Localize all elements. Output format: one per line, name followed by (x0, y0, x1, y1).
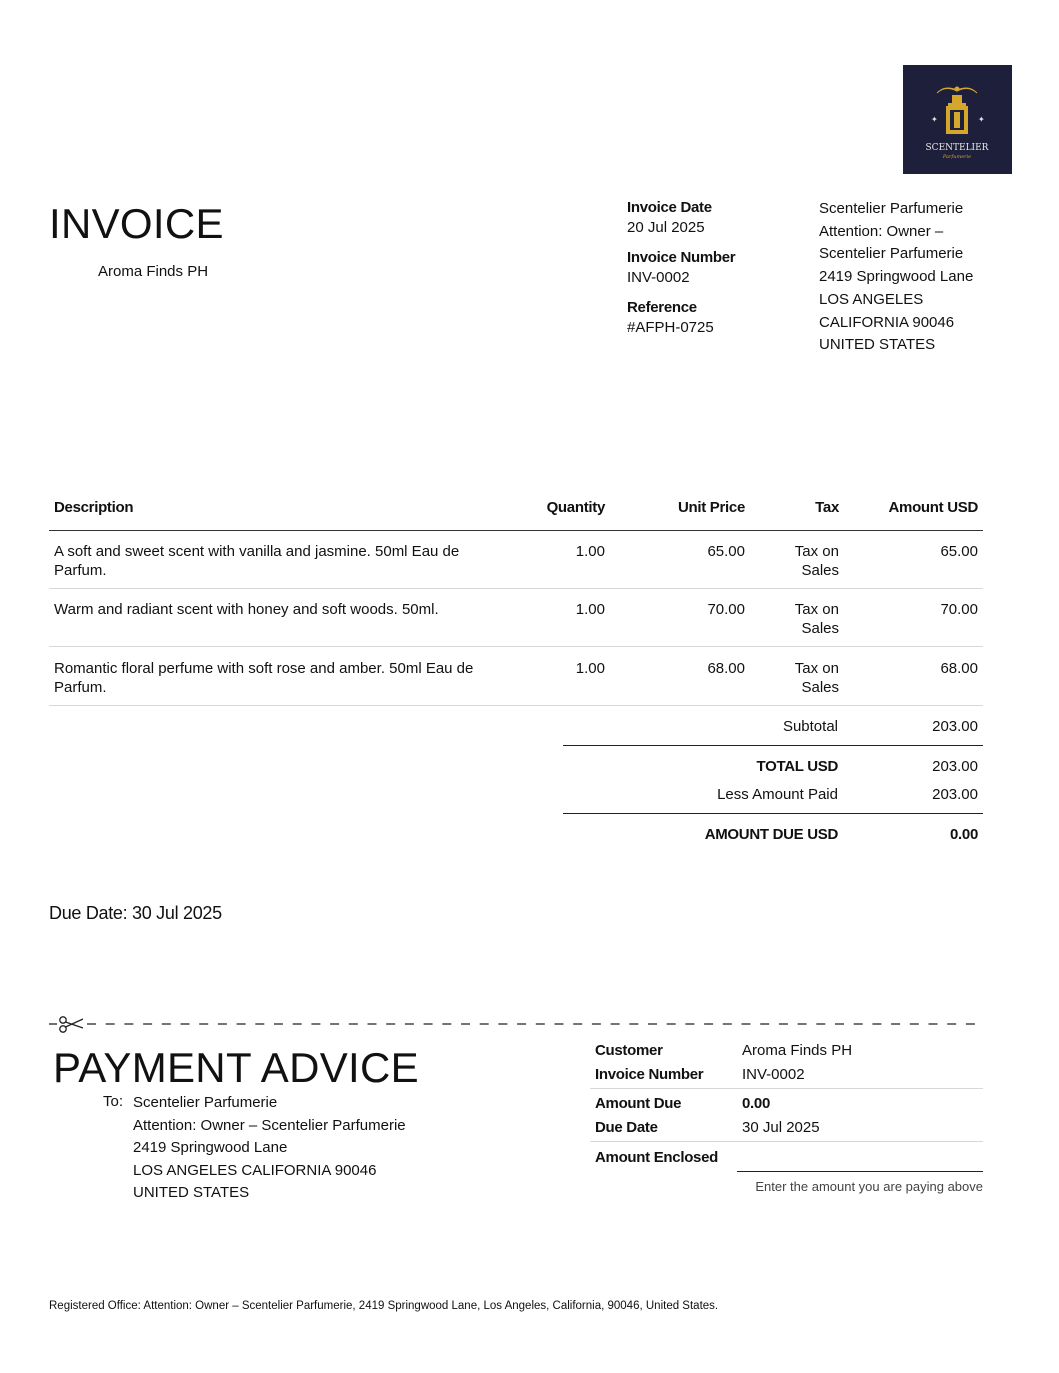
scissors-icon (60, 1017, 83, 1032)
row-tax: Tax on Sales (794, 601, 839, 637)
column-header-amount: Amount USD (888, 499, 978, 516)
row-unit-price: 70.00 (707, 601, 745, 618)
customer-label: Customer (595, 1042, 663, 1059)
payment-advice-address (133, 1092, 406, 1205)
column-header-unit-price: Unit Price (677, 499, 745, 516)
bill-to-line: CALIFORNIA 90046 (819, 313, 955, 331)
row-amount: 70.00 (940, 601, 978, 618)
logo-brand-text: SCENTELIER (925, 143, 989, 153)
bill-to-address (819, 198, 999, 357)
row-description: A soft and sweet scent with vanilla and jasmine. 50ml Eau de Parfum. (54, 543, 460, 579)
payment-advice-address-line: Scentelier Parfumerie (133, 1094, 278, 1111)
pa-invoice-number-value: INV-0002 (742, 1066, 805, 1083)
from-company-name: Aroma Finds PH (98, 263, 209, 280)
row-amount: 68.00 (940, 660, 978, 677)
pa-divider (590, 1141, 983, 1142)
row-unit-price: 65.00 (707, 543, 745, 560)
invoice-number-value: INV-0002 (627, 269, 690, 286)
bill-to-line: LOS ANGELES (819, 290, 924, 308)
invoice-date-value: 20 Jul 2025 (627, 219, 705, 236)
pa-amount-due-value: 0.00 (742, 1095, 770, 1112)
reference-label: Reference (627, 299, 697, 316)
row-unit-price: 68.00 (707, 660, 745, 677)
total-label: TOTAL USD (756, 758, 838, 775)
row-divider (49, 646, 983, 647)
svg-text:✦: ✦ (931, 115, 938, 124)
cut-line (49, 1012, 983, 1036)
company-logo (903, 65, 1012, 174)
invoice-meta (627, 198, 797, 348)
row-amount: 65.00 (940, 543, 978, 560)
subtotal-label: Subtotal (782, 718, 838, 735)
payment-advice-to-label: To: (103, 1093, 124, 1110)
row-quantity: 1.00 (575, 543, 605, 560)
totals-divider (563, 745, 983, 746)
column-header-description: Description (54, 499, 134, 516)
total-value: 203.00 (932, 758, 978, 775)
totals-divider (563, 813, 983, 814)
row-divider (49, 705, 983, 706)
amount-paid-value: 203.00 (932, 786, 978, 803)
bill-to-line: Attention: Owner – (819, 222, 944, 240)
subtotal-value: 203.00 (932, 718, 978, 735)
bill-to-line: Scentelier Parfumerie (819, 200, 964, 217)
row-description: Romantic floral perfume with soft rose and amber. 50ml Eau de Parfum. (54, 660, 474, 696)
column-header-tax: Tax (815, 499, 839, 516)
payment-advice-title: PAYMENT ADVICE (53, 1044, 419, 1091)
logo-tagline: Parfumerie (942, 154, 972, 160)
payment-advice-address-line: UNITED STATES (133, 1184, 250, 1201)
row-quantity: 1.00 (575, 660, 605, 677)
pa-amount-due-label: Amount Due (595, 1095, 682, 1112)
invoice-date-label: Invoice Date (627, 199, 712, 216)
pa-divider (590, 1088, 983, 1089)
header-divider (49, 530, 983, 531)
footer-registered-office: Registered Office: Attention: Owner – Scentelier Parfumerie, 2419 Springwood Lane, Los Angeles, California, 90046, United States. (49, 1300, 719, 1312)
bill-to-line: 2419 Springwood Lane (819, 268, 974, 286)
row-description: Warm and radiant scent with honey and soft woods. 50ml. (54, 601, 439, 618)
row-tax: Tax on Sales (794, 660, 839, 696)
bill-to-line: Scentelier Parfumerie (819, 245, 964, 263)
due-date: Due Date: 30 Jul 2025 (49, 903, 222, 923)
column-header-quantity: Quantity (546, 499, 605, 516)
reference-value: #AFPH-0725 (627, 319, 714, 336)
invoice-number-label: Invoice Number (627, 249, 736, 266)
pa-due-date-value: 30 Jul 2025 (742, 1119, 820, 1136)
row-tax: Tax on Sales (794, 543, 839, 579)
payment-advice-address-line: Attention: Owner – Scentelier Parfumerie (133, 1116, 406, 1134)
customer-value: Aroma Finds PH (742, 1042, 853, 1059)
row-quantity: 1.00 (575, 601, 605, 618)
amount-due-value: 0.00 (950, 826, 978, 843)
bill-to-line: UNITED STATES (819, 336, 936, 354)
row-divider (49, 588, 983, 589)
amount-enclosed-hint: Enter the amount you are paying above (755, 1179, 983, 1194)
invoice-title: INVOICE (49, 200, 224, 247)
payment-advice-address-line: LOS ANGELES CALIFORNIA 90046 (133, 1161, 377, 1179)
amount-paid-label: Less Amount Paid (717, 786, 838, 803)
pa-due-date-label: Due Date (595, 1119, 658, 1136)
perfume-bottle-icon (903, 65, 1012, 174)
pa-invoice-number-label: Invoice Number (595, 1066, 704, 1083)
amount-due-label: AMOUNT DUE USD (704, 826, 838, 843)
amount-enclosed-label: Amount Enclosed (595, 1149, 719, 1166)
svg-text:✦: ✦ (978, 115, 985, 124)
payment-advice-address-line: 2419 Springwood Lane (133, 1139, 288, 1156)
amount-enclosed-field[interactable] (737, 1171, 983, 1172)
